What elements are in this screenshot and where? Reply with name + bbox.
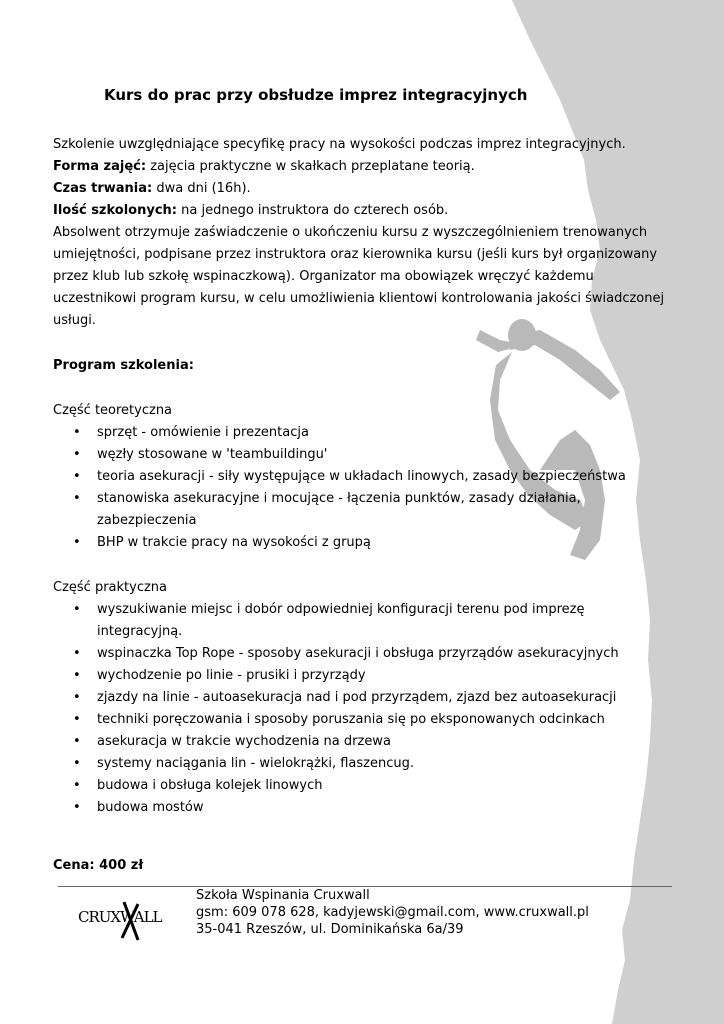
list-item: BHP w trakcie pracy na wysokości z grupą xyxy=(97,535,371,550)
duration-line xyxy=(53,178,251,200)
paragraph-line: umiejętności, podpisane przez instruktora oraz kierownika kursu (jeśli kurs był organizowany xyxy=(53,247,658,262)
bullet-icon: • xyxy=(73,756,81,771)
bullet-icon: • xyxy=(73,535,81,550)
list-item: stanowiska asekuracyjne i mocujące - łączenia punktów, zasady działania, xyxy=(97,491,581,506)
paragraph-line: Absolwent otrzymuje zaświadczenie o ukończeniu kursu z wyszczególnieniem trenowanych xyxy=(53,225,648,240)
list-item: zjazdy na linie - autoasekuracja nad i pod przyrządem, zjazd bez autoasekuracji xyxy=(97,690,617,705)
bullet-icon: • xyxy=(73,646,81,661)
practice-heading: Część praktyczna xyxy=(53,580,168,595)
bullet-icon: • xyxy=(73,712,81,727)
bullet-icon: • xyxy=(73,690,81,705)
list-item: teoria asekuracji - siły występujące w układach linowych, zasady bezpieczeństwa xyxy=(97,469,626,484)
bullet-icon: • xyxy=(73,800,81,815)
bullet-icon: • xyxy=(73,734,81,749)
list-item: wychodzenie po linie - prusiki i przyrządy xyxy=(97,668,366,683)
list-item: budowa i obsługa kolejek linowych xyxy=(97,778,323,793)
program-heading: Program szkolenia: xyxy=(53,358,194,373)
bullet-icon: • xyxy=(73,491,81,506)
list-item: sprzęt - omówienie i prezentacja xyxy=(97,425,309,440)
footer-contact: gsm: 609 078 628, kadyjewski@gmail.com, www.cruxwall.pl xyxy=(196,905,589,920)
form-label: Forma zajęć: xyxy=(53,159,147,174)
duration-label: Czas trwania: xyxy=(53,181,153,196)
footer-address: 35-041 Rzeszów, ul. Dominikańska 6a/39 xyxy=(196,922,464,937)
trainees-label: Ilość szkolonych: xyxy=(53,203,178,218)
trainees-value: na jednego instruktora do czterech osób. xyxy=(177,203,449,218)
list-item: budowa mostów xyxy=(97,800,204,815)
logo-text: CRUXWALL xyxy=(78,908,162,926)
list-item: wyszukiwanie miejsc i dobór odpowiedniej konfiguracji terenu pod imprezę xyxy=(97,602,585,617)
cruxwall-logo xyxy=(78,898,182,944)
paragraph-line: usługi. xyxy=(53,313,96,328)
footer xyxy=(196,887,589,938)
climber-silhouette xyxy=(476,319,620,560)
list-item: integracyjną. xyxy=(97,624,183,639)
bullet-icon: • xyxy=(73,469,81,484)
list-item: zabezpieczenia xyxy=(97,513,197,528)
bullet-icon: • xyxy=(73,425,81,440)
price: Cena: 400 zł xyxy=(53,858,144,873)
trainees-line xyxy=(53,200,448,222)
list-item: wspinaczka Top Rope - sposoby asekuracji i obsługa przyrządów asekuracyjnych xyxy=(97,646,619,661)
paragraph-line: uczestnikowi program kursu, w celu umożliwienia klientowi kontrolowania jakości świadczonej xyxy=(53,291,665,306)
paragraph-line: przez klub lub szkołę wspinaczkową). Organizator ma obowiązek wręczyć każdemu xyxy=(53,269,594,284)
list-item: techniki poręczowania i sposoby poruszania się po eksponowanych odcinkach xyxy=(97,712,605,727)
bullet-icon: • xyxy=(73,602,81,617)
list-item: systemy naciągania lin - wielokrążki, flaszencug. xyxy=(97,756,414,771)
theory-heading: Część teoretyczna xyxy=(53,403,173,418)
bullet-icon: • xyxy=(73,778,81,793)
list-item: węzły stosowane w 'teambuildingu' xyxy=(97,447,328,462)
page-title: Kurs do prac przy obsłudze imprez integracyjnych xyxy=(104,86,528,104)
footer-school-name: Szkoła Wspinania Cruxwall xyxy=(196,888,370,903)
bullet-icon: • xyxy=(73,668,81,683)
form-line xyxy=(53,156,475,178)
duration-value: dwa dni (16h). xyxy=(152,181,251,196)
intro-text: Szkolenie uwzględniające specyfikę pracy na wysokości podczas imprez integracyjnych. xyxy=(53,137,626,152)
form-value: zajęcia praktyczne w skałkach przeplatane teorią. xyxy=(146,159,475,174)
list-item: asekuracja w trakcie wychodzenia na drzewa xyxy=(97,734,391,749)
bullet-icon: • xyxy=(73,447,81,462)
